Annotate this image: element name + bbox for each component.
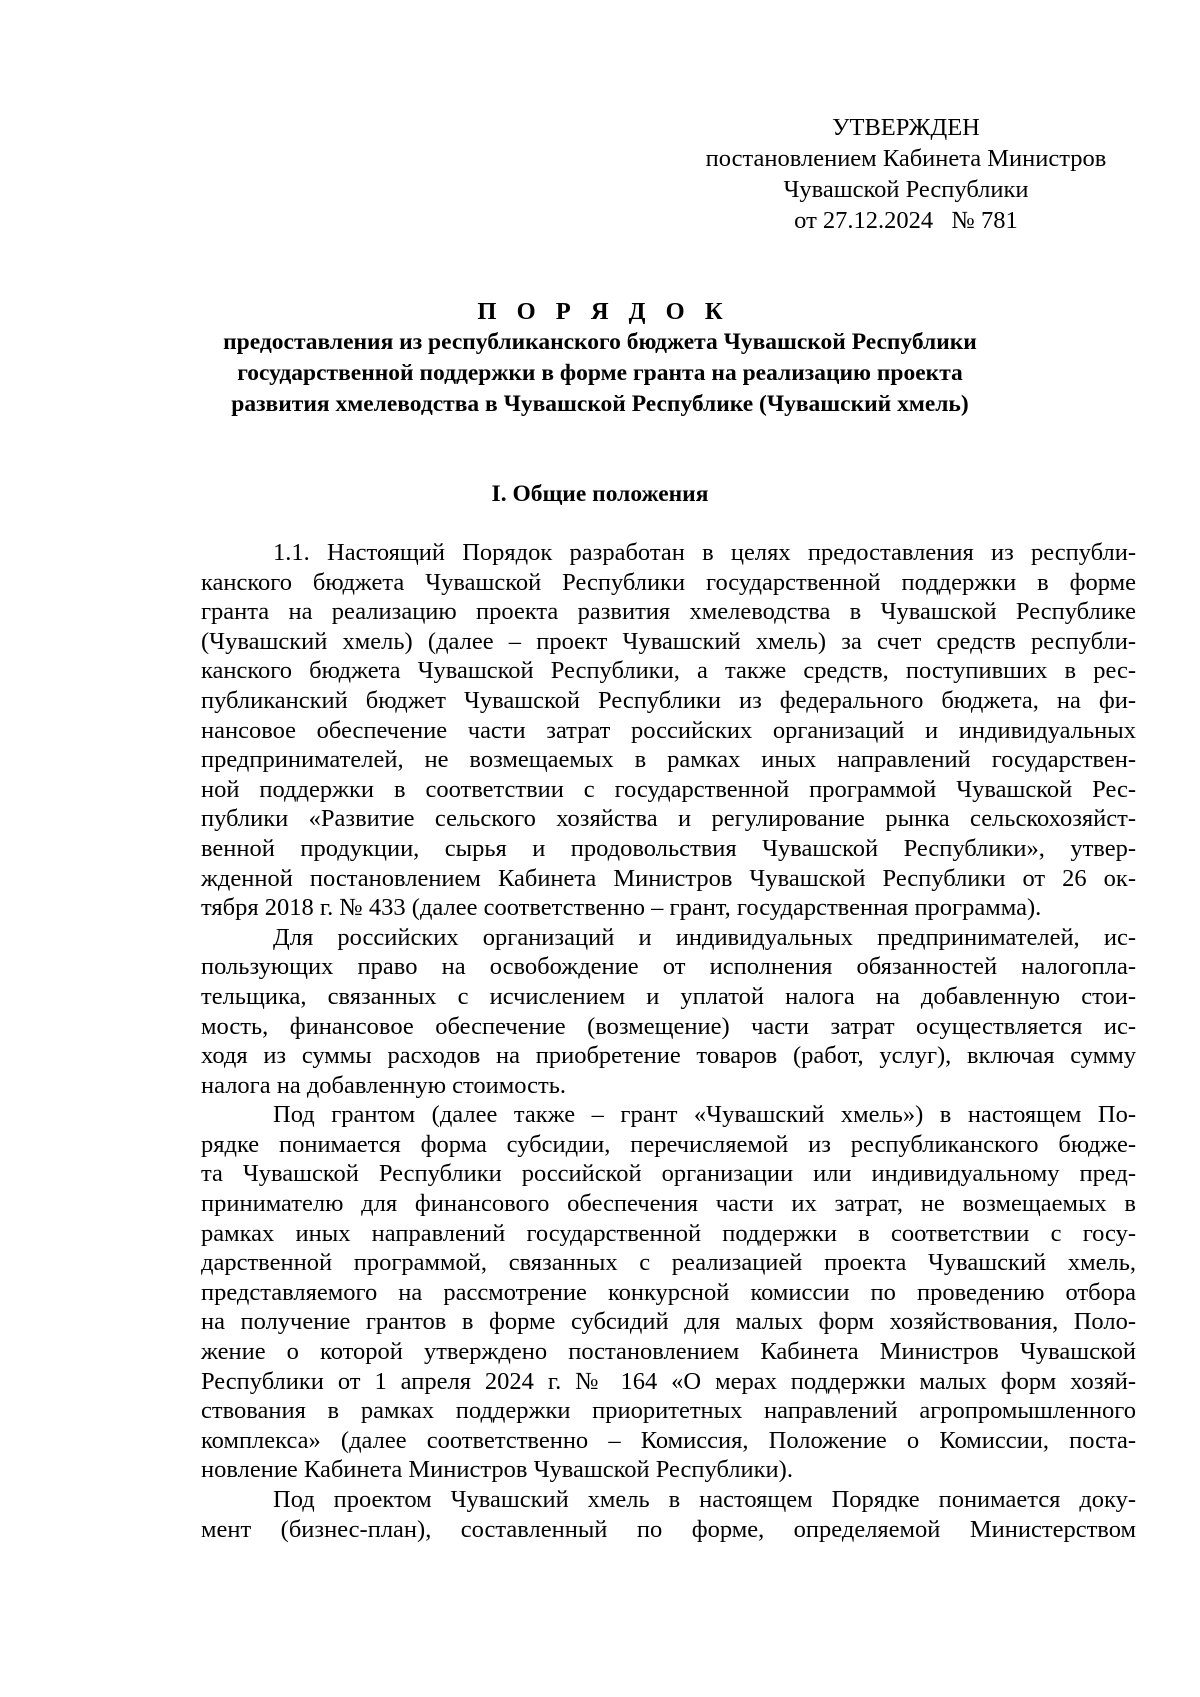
paragraph-line: Республики от 1 апреля 2024 г. № 164 «О мерах поддержки малых форм хозяй- xyxy=(201,1367,1136,1395)
document-subtitle-line-2: государственной поддержки в форме гранта на реализацию проекта xyxy=(237,360,963,386)
paragraph-line: жение о которой утверждено постановлением Кабинета Министров Чувашской xyxy=(201,1338,1136,1366)
paragraph xyxy=(201,1100,1136,1485)
paragraph xyxy=(201,923,1136,1101)
paragraph-line: жденной постановлением Кабинета Министров Чувашской Республики от 26 ок- xyxy=(201,864,1136,892)
paragraph-line: 1.1. Настоящий Порядок разработан в целях предоставления из республи- xyxy=(273,539,1136,566)
paragraph-line: предпринимателей, не возмещаемых в рамках иных направлений государствен- xyxy=(201,746,1136,774)
section-heading: I. Общие положения xyxy=(491,481,709,507)
paragraph-line: рамках иных направлений государственной поддержки в соответствии с госу- xyxy=(201,1219,1136,1247)
paragraph-line: (Чувашский хмель) (далее – проект Чувашский хмель) за счет средств республи- xyxy=(201,627,1136,655)
paragraph-line: канского бюджета Чувашской Республики государственной поддержки в форме xyxy=(201,568,1136,596)
paragraph-line: тября 2018 г. № 433 (далее соответственно – грант, государственная программа). xyxy=(201,894,1042,922)
paragraph-line: представляемого на рассмотрение конкурсной комиссии по проведению отбора xyxy=(201,1278,1136,1306)
paragraph-line: принимателю для финансового обеспечения части их затрат, не возмещаемых в xyxy=(201,1190,1136,1218)
paragraph-line: ходя из суммы расходов на приобретение товаров (работ, услуг), включая сумму xyxy=(201,1042,1136,1070)
document-body xyxy=(201,538,1136,1544)
paragraph-line: канского бюджета Чувашской Республики, а также средств, поступивших в рес- xyxy=(201,657,1136,685)
approval-region: Чувашской Республики xyxy=(783,176,1029,203)
paragraph-line: ствования в рамках поддержки приоритетных направлений агропромышленного xyxy=(201,1397,1136,1425)
paragraph-line: рядке понимается форма субсидии, перечисляемой из республиканского бюдже- xyxy=(201,1130,1136,1158)
paragraph-line: нансовое обеспечение части затрат российских организаций и индивидуальных xyxy=(201,716,1136,744)
paragraph xyxy=(201,1485,1136,1544)
document-subtitle-line-1: предоставления из республиканского бюджета Чувашской Республики xyxy=(223,329,977,355)
paragraph-line: Под грантом (далее также – грант «Чувашский хмель») в настоящем По- xyxy=(273,1101,1136,1129)
paragraph-line: комплекса» (далее соответственно – Комиссия, Положение о Комиссии, поста- xyxy=(201,1426,1136,1454)
paragraph-line: венной продукции, сырья и продовольствия Чувашской Республики», утвер- xyxy=(201,834,1136,862)
paragraph-line: публиканский бюджет Чувашской Республики из федерального бюджета, на фи- xyxy=(201,686,1136,714)
document-subtitle-line-3: развития хмелеводства в Чувашской Республике (Чувашский хмель) xyxy=(231,391,969,417)
paragraph-line: гранта на реализацию проекта развития хмелеводства в Чувашской Республике xyxy=(201,598,1136,626)
paragraph-line: Для российских организаций и индивидуальных предпринимателей, ис- xyxy=(273,923,1136,951)
paragraph-line: пользующих право на освобождение от исполнения обязанностей налогопла- xyxy=(201,953,1136,981)
paragraph-line: на получение грантов в форме субсидий для малых форм хозяйствования, Поло- xyxy=(201,1308,1136,1336)
approval-title: УТВЕРЖДЕН xyxy=(832,114,980,141)
approval-stamp xyxy=(676,112,1136,236)
paragraph-line: Под проектом Чувашский хмель в настоящем Порядке понимается доку- xyxy=(273,1486,1136,1513)
document-title-block xyxy=(160,296,1040,420)
paragraph-line: публики «Развитие сельского хозяйства и регулирование рынка сельскохозяйст- xyxy=(201,805,1136,833)
paragraph xyxy=(201,538,1136,923)
paragraph-line: мость, финансовое обеспечение (возмещение) части затрат осуществляется ис- xyxy=(201,1012,1136,1040)
approval-date-number: от 27.12.2024 № 781 xyxy=(794,207,1018,234)
paragraph-line: ной поддержки в соответствии с государственной программой Чувашской Рес- xyxy=(201,775,1136,803)
document-title: П О Р Я Д О К xyxy=(477,298,730,325)
paragraph-line: тельщика, связанных с исчислением и уплатой налога на добавленную стои- xyxy=(201,982,1136,1010)
paragraph-line: мент (бизнес-план), составленный по форме, определяемой Министерством xyxy=(201,1515,1136,1543)
paragraph-line: налога на добавленную стоимость. xyxy=(201,1071,566,1099)
paragraph-line: дарственной программой, связанных с реализацией проекта Чувашский хмель, xyxy=(201,1249,1136,1277)
paragraph-line: та Чувашской Республики российской организации или индивидуальному пред- xyxy=(201,1160,1136,1188)
paragraph-line: новление Кабинета Министров Чувашской Республики). xyxy=(201,1456,793,1484)
approval-authority: постановлением Кабинета Министров xyxy=(705,145,1107,172)
